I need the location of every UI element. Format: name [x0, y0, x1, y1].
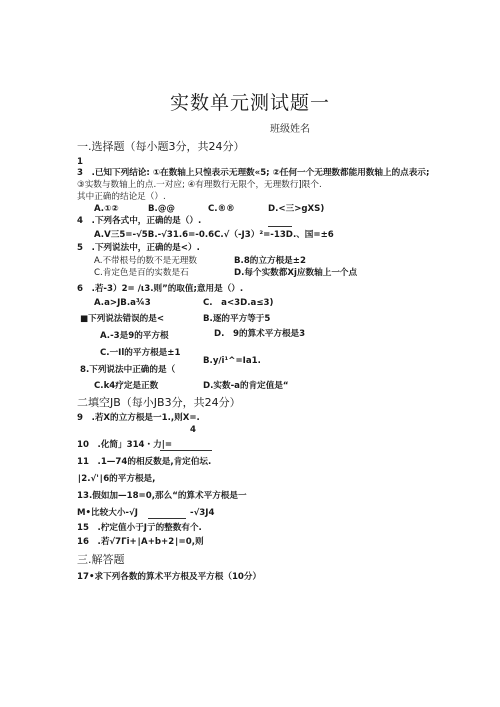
page-title: 实数单元测试题一	[170, 92, 331, 114]
question-4-options: A.V三5=-√5B.-√31.6=-0.6C.√（-J3）²=-13D.、国=±6	[94, 230, 334, 240]
question-6-option-a: A.a>JB.a¾3	[94, 298, 151, 308]
section-3-heading: 三.解答题	[77, 553, 125, 566]
question-16: 16 .若√7Γi+∣A+b+2∣=0,则	[77, 537, 204, 547]
question-3-option-b: B.@@	[148, 204, 176, 214]
question-3-option-c: C.®®	[208, 204, 235, 214]
section-2-heading: 二填空JB（每小JB3分，共24分）	[77, 396, 241, 409]
question-3-line-2: ③实数与数轴上的点.一对应; ④有理数行无限个，无理数行]限个.	[77, 180, 322, 190]
question-14-left: M•比较大小-√J	[77, 508, 138, 518]
question-3-option-d: D.<三>gXS)	[268, 204, 325, 214]
question-3-line-3: 其中正确的结论足（）.	[77, 192, 166, 202]
question-5-stem: 5 .下列说法中，正确的是<）.	[77, 243, 200, 253]
question-13: 13.假如加—18=0,那么“的算术平方根是一	[77, 491, 247, 501]
question-7-option-b: B.逐的平方等于5	[203, 314, 271, 324]
question-9: 9 .若X的立方根是一1.,则X=.	[77, 413, 200, 423]
question-5-option-d: D.每个实数都Xj应数轴上一个点	[234, 268, 358, 278]
question-7-option-b-alt: B.y∕i¹^=Ia1.	[203, 356, 261, 366]
question-12: ∣2.√'∣6的平方根是,	[77, 474, 156, 484]
question-6-option-c: C. a<3D.a≤3)	[203, 298, 274, 308]
question-10-answer-blank	[160, 450, 212, 451]
question-8-stem: 8.下列说法中正确的是（	[80, 365, 176, 375]
question-7-option-c: C.一Il的平方根是±1	[100, 348, 181, 358]
question-7-option-a: A.-3是9的平方根	[100, 331, 169, 341]
question-3-option-a: A.①②	[94, 204, 119, 214]
question-5-option-b: B.8的立方根是±2	[234, 256, 306, 266]
underline-mark	[268, 226, 292, 227]
question-10: 10 .化简」314・力|=	[77, 440, 173, 450]
question-14-answer-blank	[148, 518, 186, 519]
question-15: 15 .柠定值小于J亍的整数有个.	[77, 523, 202, 533]
question-7-stem: ■下列说法错误的是<	[80, 314, 165, 324]
question-8-option-c: C.k4疗定是正数	[94, 381, 159, 391]
section-1-heading: 一.选择题（每小题3分，共24分）	[77, 140, 245, 153]
question-1-number: 1	[77, 157, 83, 167]
question-5-option-a: A.不带根号的数不是无理数	[94, 256, 197, 266]
question-3-line-1: 3 .已知下列结论: ①在数轴上只惶表示无理数«5; ②任何一个无理数都能用数轴上的点表示;	[77, 168, 430, 178]
question-11: 11 .1—74的相反数是,肯定伯坛.	[77, 457, 212, 467]
question-5-option-c: C.肯定色是百的实数是石	[94, 268, 189, 278]
question-17: 17•求下列各数的算术平方根及平方根（10分）	[77, 572, 262, 582]
class-name-label: 班级姓名	[270, 124, 310, 135]
question-9-subscript: 4	[190, 425, 196, 435]
question-14-right: -√3J4	[190, 508, 215, 518]
question-4-stem: 4 .下列各式中，正确的是（）.	[77, 216, 202, 226]
question-8-option-d: D.实数-a的肯定值是“	[203, 381, 289, 391]
question-6-stem: 6 .若-3）2= /ι3.则”的取值;意用是（）.	[77, 284, 244, 294]
question-7-option-d: D. 9的算术平方根是3	[214, 329, 306, 339]
